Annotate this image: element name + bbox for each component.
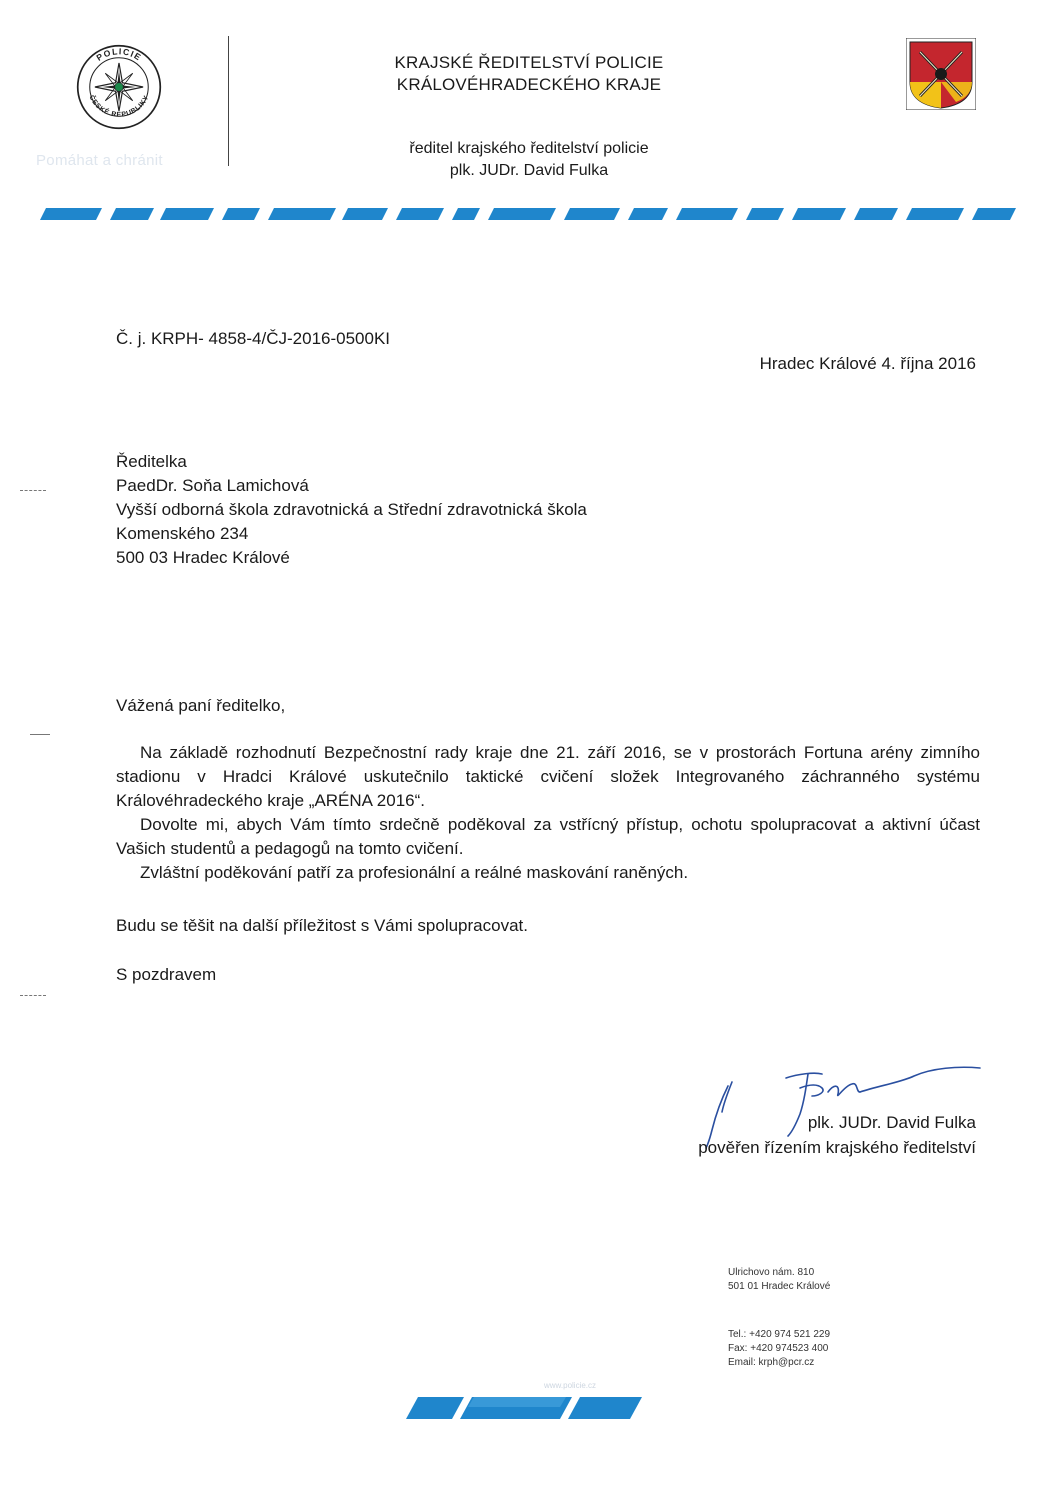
recipient-institution: Vyšší odborná škola zdravotnická a Střední zdravotnická škola — [116, 500, 587, 519]
fold-mark — [20, 995, 46, 996]
footer-phone: Tel.: +420 974 521 229 — [728, 1329, 831, 1340]
org-name-line-1: KRAJSKÉ ŘEDITELSTVÍ POLICIE — [394, 53, 664, 72]
recipient-street: Komenského 234 — [116, 524, 249, 543]
fold-mark — [20, 490, 46, 491]
footer-web: www.policie.cz — [544, 1381, 597, 1390]
footer-street: Ulrichovo nám. 810 — [728, 1267, 815, 1278]
body-paragraph: Zvláštní poděkování patří za profesionální a reálné maskování raněných. — [140, 863, 689, 882]
footer-email: Email: krph@pcr.cz — [728, 1357, 815, 1368]
org-name-line-2: KRÁLOVÉHRADECKÉHO KRAJE — [396, 75, 662, 94]
seal-text-bottom: ČESKÉ REPUBLIKY — [87, 94, 151, 119]
recipient-name: PaedDr. Soňa Lamichová — [116, 476, 309, 495]
salutation: Vážená paní ředitelko, — [116, 696, 286, 715]
organization-name — [0, 52, 1058, 96]
punch-mark — [30, 734, 50, 735]
letter-body — [116, 741, 980, 885]
footer-fax: Fax: +420 974523 400 — [728, 1343, 829, 1354]
header-stripe — [36, 208, 1018, 220]
greeting: S pozdravem — [116, 965, 217, 984]
director-title: ředitel krajského ředitelství policie — [409, 140, 649, 157]
body-paragraph: Na základě rozhodnutí Bezpečnostní rady kraje dne 21. září 2016, se v prostorách Fortuna arény zimního stadionu v Hradci Králové uskutečnilo taktické cvičení složek Integrovaného záchranného systému Královéhradeckého kraje „ARÉNA 2016“. — [116, 743, 980, 810]
signatory-block — [698, 1110, 976, 1160]
coat-of-arms-icon — [906, 38, 976, 110]
seal-text-top: POLICIE — [94, 46, 144, 63]
closing-line: Budu se těšit na další příležitost s Vámi spolupracovat. — [116, 916, 528, 935]
footer-contact — [728, 1328, 830, 1370]
motto-watermark: Pomáhat a chránit — [36, 152, 163, 169]
recipient-address — [116, 450, 587, 570]
director-name: plk. JUDr. David Fulka — [449, 162, 609, 179]
place-and-date: Hradec Králové 4. října 2016 — [759, 354, 976, 373]
reference-number: Č. j. KRPH- 4858-4/ČJ-2016-0500KI — [116, 329, 391, 348]
director-block — [0, 138, 1058, 182]
signatory-role: pověřen řízením krajského ředitelství — [698, 1138, 976, 1157]
footer-stripe — [406, 1397, 642, 1419]
footer-address — [728, 1266, 830, 1294]
recipient-city: 500 03 Hradec Králové — [116, 548, 290, 567]
signatory-name: plk. JUDr. David Fulka — [807, 1113, 976, 1132]
recipient-title: Ředitelka — [116, 452, 187, 471]
footer-city: 501 01 Hradec Králové — [728, 1281, 831, 1292]
body-paragraph: Dovolte mi, abych Vám tímto srdečně poděkoval za vstřícný přístup, ochotu spolupracovat a aktivní účast Vašich studentů a pedagogů na tomto cvičení. — [116, 815, 980, 858]
